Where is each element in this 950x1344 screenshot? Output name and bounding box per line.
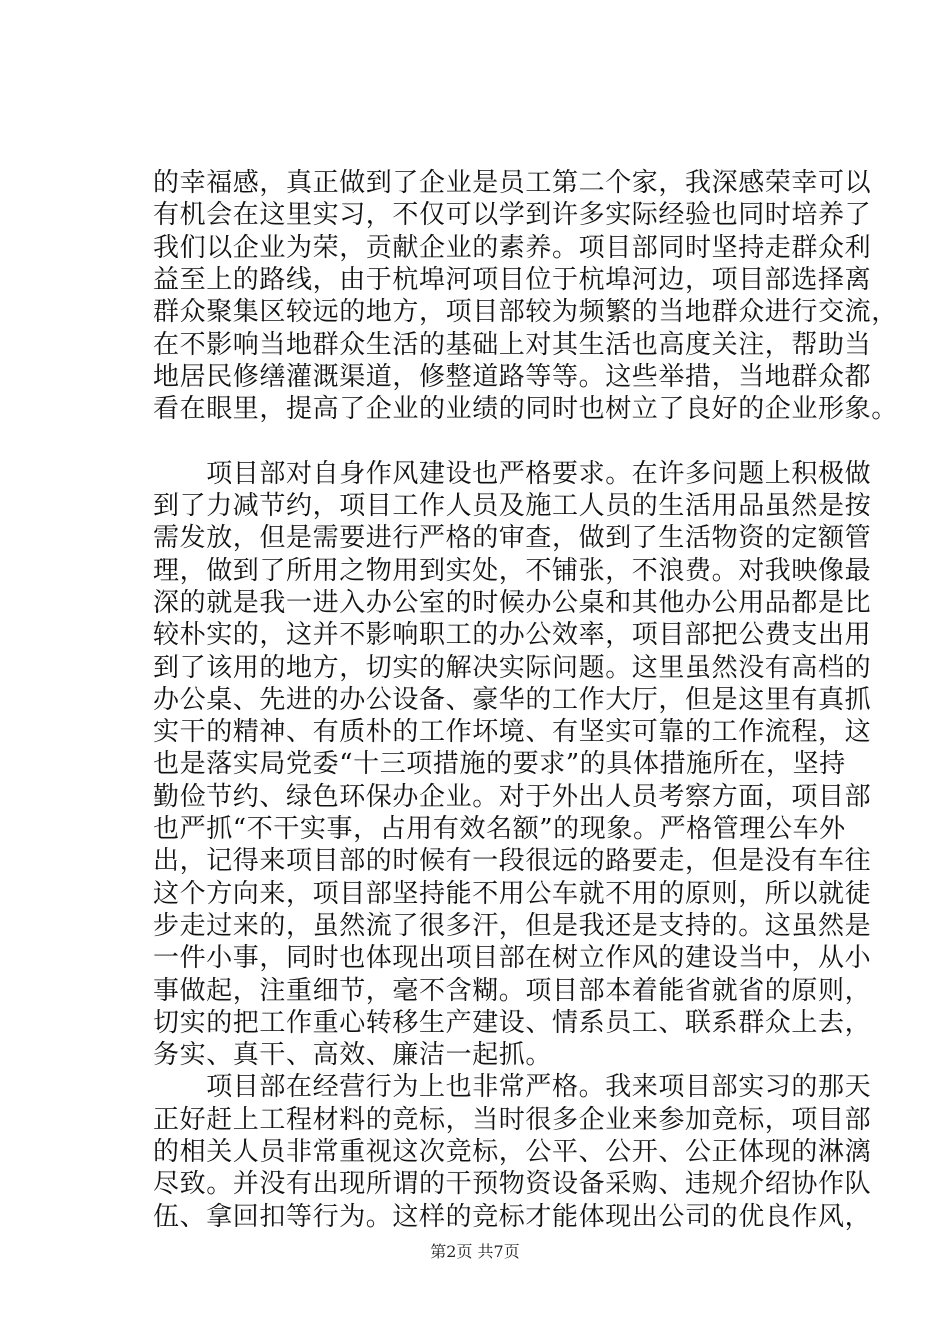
text-line: 切实的把工作重心转移生产建设、情系员工、联系群众上去， xyxy=(153,1007,872,1038)
text-line: 勤俭节约、绿色环保办企业。对于外出人员考察方面，项目部 xyxy=(153,781,872,812)
page-footer: 第2页 共7页 xyxy=(430,1242,520,1261)
text-line: 我们以企业为荣，贡献企业的素养。项目部同时坚持走群众利 xyxy=(153,232,872,263)
text-line: 在不影响当地群众生活的基础上对其生活也高度关注，帮助当 xyxy=(153,329,872,360)
text-line: 益至上的路线，由于杭埠河项目位于杭埠河边，项目部选择离 xyxy=(153,264,872,295)
text-line: 这个方向来，项目部坚持能不用公车就不用的原则，所以就徒 xyxy=(153,878,872,909)
text-line: 务实、真干、高效、廉洁一起抓。 xyxy=(153,1040,553,1071)
text-line: 步走过来的，虽然流了很多汗，但是我还是支持的。这虽然是 xyxy=(153,910,872,941)
text-line: 事做起，注重细节，毫不含糊。项目部本着能省就省的原则， xyxy=(153,975,872,1006)
text-line: 需发放，但是需要进行严格的审查，做到了生活物资的定额管 xyxy=(153,523,872,554)
text-line: 办公桌、先进的办公设备、豪华的工作大厅，但是这里有真抓 xyxy=(153,684,872,715)
text-line: 项目部对自身作风建设也严格要求。在许多问题上积极做 xyxy=(153,458,872,489)
text-line: 正好赶上工程材料的竞标，当时很多企业来参加竞标，项目部 xyxy=(153,1104,872,1135)
text-line: 较朴实的，这并不影响职工的办公效率，项目部把公费支出用 xyxy=(153,620,872,651)
text-line: 尽致。并没有出现所谓的干预物资设备采购、违规介绍协作队 xyxy=(153,1169,872,1200)
text-line: 也是落实局党委“十三项措施的要求”的具体措施所在，坚持 xyxy=(153,749,846,780)
text-line: 理，做到了所用之物用到实处，不铺张，不浪费。对我映像最 xyxy=(153,555,872,586)
text-line: 的幸福感，真正做到了企业是员工第二个家，我深感荣幸可以 xyxy=(153,168,872,198)
text-line: 深的就是我一进入办公室的时候办公桌和其他办公用品都是比 xyxy=(153,587,872,618)
text-line: 群众聚集区较远的地方，项目部较为频繁的当地群众进行交流， xyxy=(153,297,898,328)
text-line: 看在眼里，提高了企业的业绩的同时也树立了良好的企业形象。 xyxy=(153,394,898,425)
text-line: 的相关人员非常重视这次竞标，公平、公开、公正体现的淋漓 xyxy=(153,1137,872,1167)
text-line: 一件小事，同时也体现出项目部在树立作风的建设当中，从小 xyxy=(153,943,872,974)
text-line: 项目部在经营行为上也非常严格。我来项目部实习的那天 xyxy=(153,1072,872,1103)
text-line: 有机会在这里实习，不仅可以学到许多实际经验也同时培养了 xyxy=(153,200,872,231)
text-line: 到了该用的地方，切实的解决实际问题。这里虽然没有高档的 xyxy=(153,652,872,683)
text-line: 实干的精神、有质朴的工作坏境、有坚实可靠的工作流程，这 xyxy=(153,717,872,748)
text-line: 出，记得来项目部的时候有一段很远的路要走，但是没有车往 xyxy=(153,846,872,877)
text-line: 到了力减节约，项目工作人员及施工人员的生活用品虽然是按 xyxy=(153,491,872,521)
text-line: 伍、拿回扣等行为。这样的竞标才能体现出公司的优良作风， xyxy=(153,1201,872,1232)
text-line: 地居民修缮灌溉渠道，修整道路等等。这些举措，当地群众都 xyxy=(153,361,872,392)
text-line: 也严抓“不干实事，占用有效名额”的现象。严格管理公车外 xyxy=(153,814,846,844)
